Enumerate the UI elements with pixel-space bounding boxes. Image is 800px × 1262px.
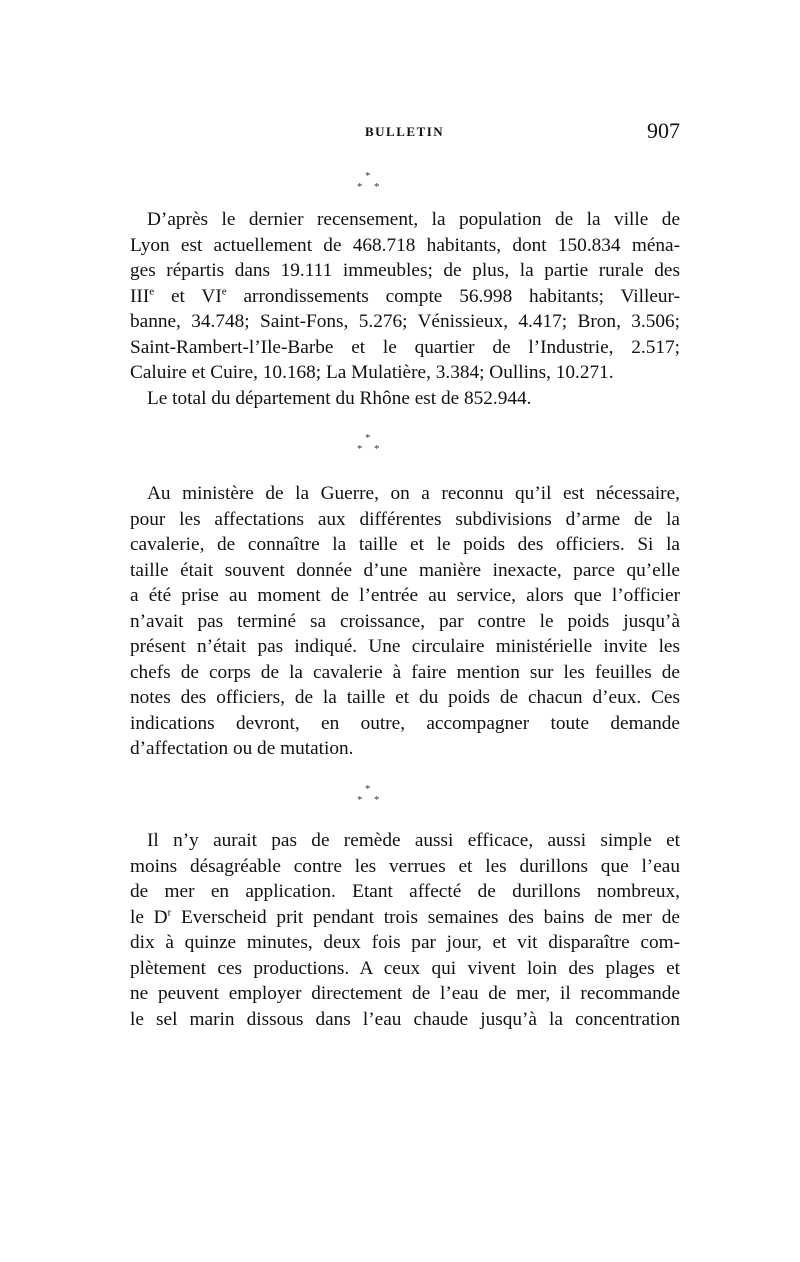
text-line: ges répartis dans 19.111 immeubles; de plus, la partie rurale des (130, 260, 680, 281)
asterism-star: * (357, 794, 363, 806)
text-line: cavalerie, de connaître la taille et le poids des officiers. Si la (130, 534, 680, 555)
asterism-separator (355, 432, 385, 454)
asterism-star: * (365, 432, 371, 444)
superscript: r (167, 906, 172, 919)
text-line: Caluire et Cuire, 10.168; La Mulatière, 3.384; Oullins, 10.271. (130, 362, 614, 383)
text-line: Il n’y aurait pas de remède aussi efficace, aussi simple et (147, 830, 680, 851)
text-line-with-superscript (130, 905, 680, 931)
text-fragment: arrondissements compte 56.998 habitants; Villeur- (226, 285, 680, 307)
text-line: ne peuvent employer directement de l’eau de mer, il recommande (130, 983, 680, 1004)
roman-numeral: III (130, 285, 150, 307)
page-number: 907 (647, 118, 680, 143)
asterism-separator (355, 170, 385, 192)
text-fragment: et VI (154, 285, 222, 307)
asterism-star: * (374, 181, 380, 193)
text-line: d’affectation ou de mutation. (130, 738, 354, 759)
text-line: a été prise au moment de l’entrée au service, alors que l’officier (130, 585, 680, 606)
text-line: Le total du département du Rhône est de 852.944. (147, 387, 532, 409)
superscript: e (149, 285, 155, 298)
text-line: Lyon est actuellement de 468.718 habitants, dont 150.834 ména- (130, 234, 680, 256)
paragraph-warts (130, 828, 680, 1032)
text-line: de mer en application. Etant affecté de durillons nombreux, (130, 881, 680, 902)
text-line: plètement ces productions. A ceux qui vivent loin des plages et (130, 957, 680, 979)
superscript: e (221, 285, 227, 298)
text-line: notes des officiers, de la taille et du poids de chacun d’eux. Ces (130, 687, 680, 708)
text-line: taille était souvent donnée d’une manière inexacte, parce qu’elle (130, 559, 680, 581)
asterism-star: * (357, 443, 363, 455)
text-fragment: le D (130, 906, 168, 928)
paragraph-census (130, 207, 680, 411)
paragraph-officers (130, 481, 680, 762)
asterism-separator (355, 783, 385, 805)
running-title: BULLETIN (365, 124, 445, 139)
text-line: présent n’était pas indiqué. Une circulaire ministérielle invite les (130, 636, 680, 657)
text-line: le sel marin dissous dans l’eau chaude jusqu’à la concentration (130, 1008, 680, 1030)
asterism-star: * (374, 794, 380, 806)
asterism-star: * (374, 443, 380, 455)
text-line: n’avait pas terminé sa croissance, par contre le poids jusqu’à (130, 610, 680, 632)
text-line: chefs de corps de la cavalerie à faire mention sur les feuilles de (130, 661, 680, 683)
running-head (130, 118, 680, 148)
text-fragment: Everscheid prit pendant trois semaines des bains de mer de (171, 906, 680, 928)
asterism-star: * (365, 783, 371, 795)
asterism-star: * (357, 181, 363, 193)
text-line: banne, 34.748; Saint-Fons, 5.276; Vénissieux, 4.417; Bron, 3.506; (130, 311, 680, 332)
text-line: moins désagréable contre les verrues et les durillons que l’eau (130, 855, 680, 877)
text-line: Saint-Rambert-l’Ile-Barbe et le quartier de l’Industrie, 2.517; (130, 336, 680, 358)
text-line: dix à quinze minutes, deux fois par jour, et vit disparaître com- (130, 932, 680, 953)
asterism-star: * (365, 170, 371, 182)
text-line: indications devront, en outre, accompagner toute demande (130, 712, 680, 734)
text-line: pour les affectations aux différentes subdivisions d’arme de la (130, 508, 680, 530)
text-line: D’après le dernier recensement, la population de la ville de (147, 209, 680, 230)
text-line-with-superscripts (130, 284, 680, 310)
text-line: Au ministère de la Guerre, on a reconnu qu’il est nécessaire, (147, 483, 680, 504)
